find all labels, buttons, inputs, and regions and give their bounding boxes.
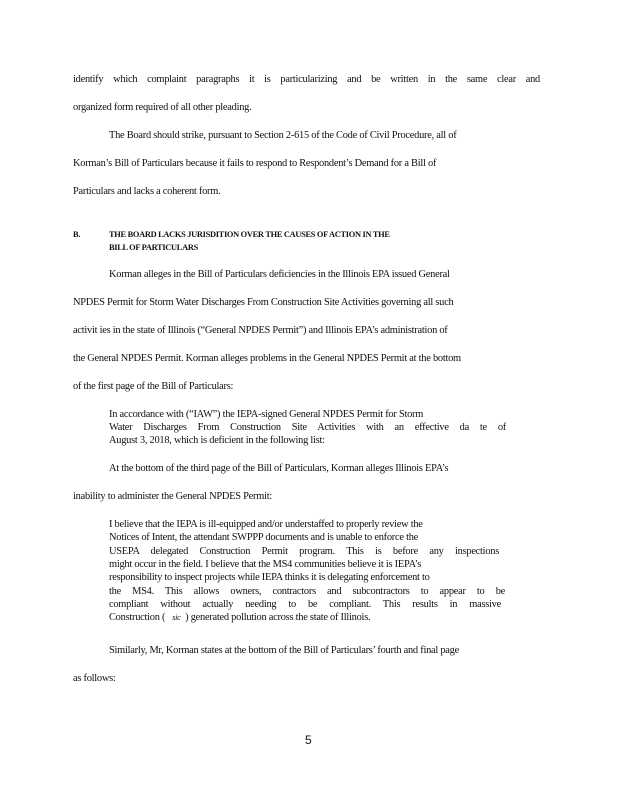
section-heading-line: BILL OF PARTICULARS — [109, 243, 198, 252]
quote-line: the MS4. This allows owners, contractors and subcontractors to appear to be — [109, 586, 505, 597]
quote-text: ) generated pollution across the state of Illinois. — [185, 612, 371, 623]
quote-line: August 3, 2018, which is deficient in the following list: — [109, 435, 325, 446]
body-line: activit ies in the state of Illinois (“General NPDES Permit”) and Illinois EPA’s administration of — [73, 325, 448, 336]
section-heading-line: THE BOARD LACKS JURISDITION OVER THE CAUSES OF ACTION IN THE — [109, 230, 390, 239]
body-line: NPDES Permit for Storm Water Discharges From Construction Site Activities governing all such — [73, 297, 454, 308]
quote-line: In accordance with (“IAW”) the IEPA-signed General NPDES Permit for Storm — [109, 409, 424, 420]
body-line: At the bottom of the third page of the Bill of Particulars, Korman alleges Illinois EPA’s — [109, 463, 449, 474]
body-line: the General NPDES Permit. Korman alleges problems in the General NPDES Permit at the bottom — [73, 353, 461, 364]
page-number: 5 — [305, 733, 312, 747]
quote-line: I believe that the IEPA is ill-equipped and/or understaffed to properly review the — [109, 519, 423, 530]
body-line: Korman alleges in the Bill of Particulars deficiencies in the Illinois EPA issued General — [109, 269, 450, 280]
sic-marker: sic — [172, 613, 181, 622]
quote-text: Construction ( — [109, 612, 166, 623]
quote-line: Water Discharges From Construction Site Activities with an effective da te of — [109, 422, 506, 433]
body-line: Korman’s Bill of Particulars because it fails to respond to Respondent’s Demand for a Bill of — [73, 158, 437, 169]
section-letter: B. — [73, 230, 81, 239]
quote-line: compliant without actually needing to be compliant. This results in massive — [109, 599, 501, 610]
body-line: identify which complaint paragraphs it is particularizing and be written in the same clear and — [73, 74, 540, 85]
quote-line: USEPA delegated Construction Permit program. This is before any inspections — [109, 546, 499, 557]
body-line: Particulars and lacks a coherent form. — [73, 186, 221, 197]
quote-line — [109, 611, 370, 624]
quote-line: might occur in the field. I believe that the MS4 communities believe it is IEPA’s — [109, 559, 422, 570]
body-line: organized form required of all other pleading. — [73, 102, 252, 113]
body-line: The Board should strike, pursuant to Section 2-615 of the Code of Civil Procedure, all of — [109, 130, 457, 141]
body-line: inability to administer the General NPDES Permit: — [73, 491, 272, 502]
body-line: Similarly, Mr, Korman states at the bottom of the Bill of Particulars’ fourth and final page — [109, 645, 459, 656]
quote-line: Notices of Intent, the attendant SWPPP documents and is unable to enforce the — [109, 532, 419, 543]
body-line: as follows: — [73, 673, 116, 684]
quote-line: responsibility to inspect projects while IEPA thinks it is delegating enforcement to — [109, 572, 430, 583]
body-line: of the first page of the Bill of Particulars: — [73, 381, 234, 392]
